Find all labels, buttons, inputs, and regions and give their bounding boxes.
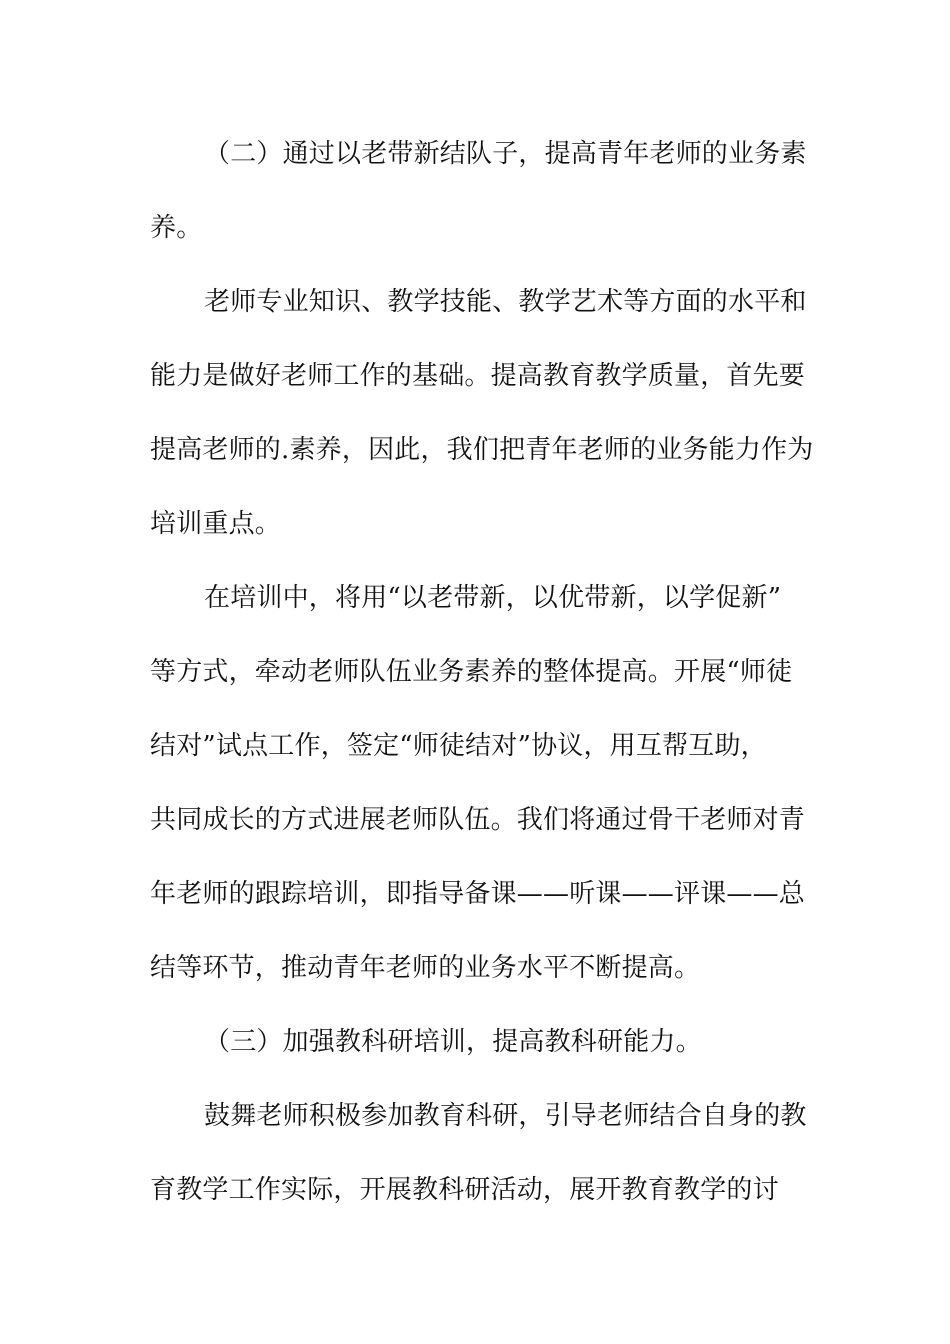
text-line <box>0 282 950 322</box>
text-line <box>0 1022 950 1062</box>
text-line <box>0 1096 950 1136</box>
line-text: 结对”试点工作，签定“师徒结对”协议，用互帮互助， <box>150 731 767 761</box>
text-line <box>0 134 950 174</box>
line-text: 在培训中，将用“以老带新，以优带新，以学促新” <box>204 583 782 613</box>
line-text: （二）通过以老带新结队子，提高青年老师的业务素 <box>204 139 807 169</box>
line-text: （三）加强教科研培训，提高教科研能力。 <box>204 1027 702 1057</box>
line-text: 养。 <box>150 213 203 243</box>
text-line <box>0 208 950 248</box>
text-line <box>0 356 950 396</box>
text-line <box>0 948 950 988</box>
text-line <box>0 800 950 840</box>
text-line <box>0 504 950 544</box>
text-line <box>0 652 950 692</box>
line-text: 能力是做好老师工作的基础。提高教育教学质量，首先要 <box>150 361 806 391</box>
line-text: 共同成长的方式进展老师队伍。我们将通过骨干老师对青 <box>150 805 806 835</box>
text-line <box>0 578 950 618</box>
line-text: 年老师的跟踪培训，即指导备课——听课——评课——总 <box>150 879 806 909</box>
line-text: 结等环节，推动青年老师的业务水平不断提高。 <box>150 953 701 983</box>
text-line <box>0 874 950 914</box>
text-line <box>0 1170 950 1210</box>
line-text: 育教学工作实际，开展教科研活动，展开教育教学的讨 <box>150 1175 779 1205</box>
text-line <box>0 430 950 470</box>
text-line <box>0 726 950 766</box>
line-text: 老师专业知识、教学技能、教学艺术等方面的水平和 <box>204 287 807 317</box>
line-text: 提高老师的.素养，因此，我们把青年老师的业务能力作为 <box>150 435 814 465</box>
line-text: 培训重点。 <box>150 509 282 539</box>
line-text: 等方式，牵动老师队伍业务素养的整体提高。开展“师徒 <box>150 657 793 687</box>
line-text: 鼓舞老师积极参加教育科研，引导老师结合自身的教 <box>204 1101 807 1131</box>
